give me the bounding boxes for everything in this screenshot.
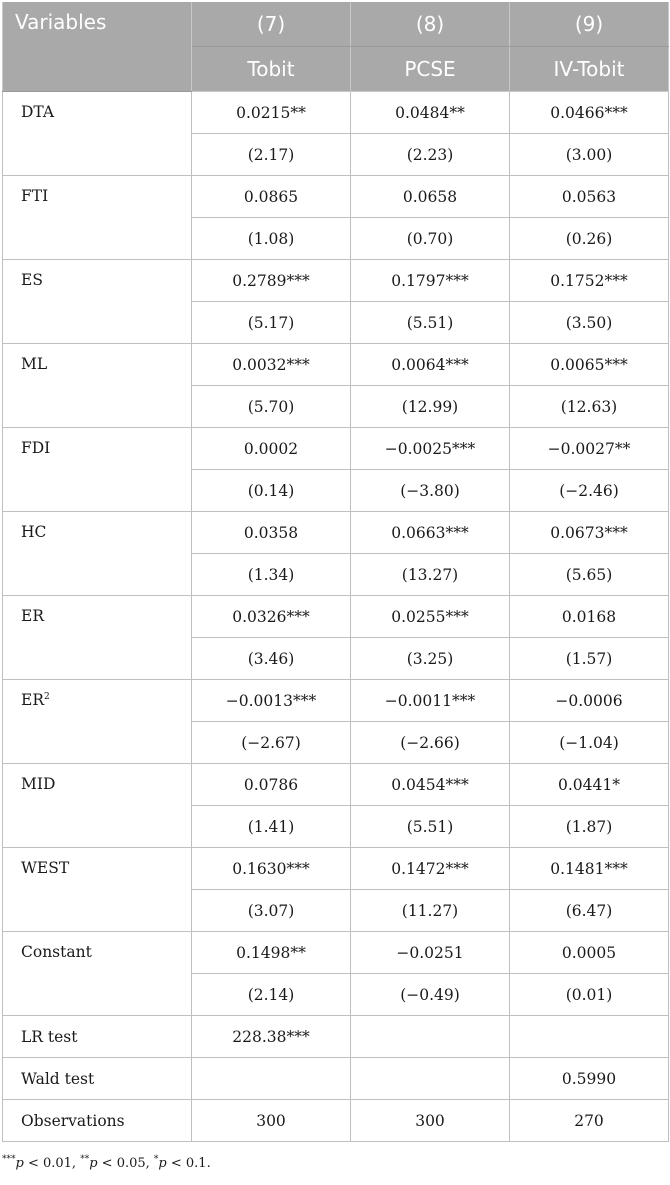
variable-name — [3, 428, 192, 512]
coefficient-cell: 0.0454*** — [351, 764, 510, 806]
coefficient-cell: 0.0064*** — [351, 344, 510, 386]
coefficient-row — [3, 764, 669, 806]
tstat-cell: (−0.49) — [351, 974, 510, 1016]
tstat-cell: (−2.46) — [510, 470, 669, 512]
tstat-cell: (0.26) — [510, 218, 669, 260]
footnote-threshold: < 0.1. — [166, 1156, 211, 1171]
coefficient-cell: 0.1481*** — [510, 848, 669, 890]
tstat-cell: (1.34) — [192, 554, 351, 596]
stat-value — [510, 1016, 669, 1058]
coefficient-cell: 0.0255*** — [351, 596, 510, 638]
tstat-cell: (0.70) — [351, 218, 510, 260]
stat-label: Wald test — [3, 1058, 192, 1100]
variable-label: ER — [21, 607, 44, 625]
variable-name — [3, 596, 192, 680]
tstat-cell: (3.00) — [510, 134, 669, 176]
coefficient-cell: 0.0326*** — [192, 596, 351, 638]
coefficient-cell: 0.1797*** — [351, 260, 510, 302]
tstat-cell: (12.99) — [351, 386, 510, 428]
variable-label: ML — [21, 355, 48, 373]
stat-value — [351, 1058, 510, 1100]
variable-name — [3, 512, 192, 596]
footnote-threshold: < 0.05, — [97, 1156, 154, 1171]
variable-label: FTI — [21, 187, 49, 205]
regression-table — [2, 2, 669, 1142]
stat-label: LR test — [3, 1016, 192, 1058]
tstat-cell: (1.87) — [510, 806, 669, 848]
tstat-cell: (2.23) — [351, 134, 510, 176]
coefficient-row — [3, 344, 669, 386]
coefficient-cell: −0.0027** — [510, 428, 669, 470]
coefficient-cell: 0.2789*** — [192, 260, 351, 302]
column-number-8: (8) — [351, 2, 510, 47]
variable-name — [3, 344, 192, 428]
variable-label: MID — [21, 775, 56, 793]
coefficient-row — [3, 260, 669, 302]
tstat-cell: (1.08) — [192, 218, 351, 260]
column-method-pcse: PCSE — [351, 47, 510, 92]
variable-name — [3, 92, 192, 176]
tstat-cell: (−2.66) — [351, 722, 510, 764]
footnote-star-2: ** — [80, 1154, 90, 1165]
coefficient-cell: 0.0065*** — [510, 344, 669, 386]
stat-row — [3, 1016, 669, 1058]
tstat-cell: (6.47) — [510, 890, 669, 932]
variable-name — [3, 680, 192, 764]
stat-value — [351, 1016, 510, 1058]
column-method-iv-tobit: IV-Tobit — [510, 47, 669, 92]
tstat-cell: (3.46) — [192, 638, 351, 680]
tstat-cell: (13.27) — [351, 554, 510, 596]
variable-label: DTA — [21, 103, 55, 121]
footnote-p: p — [89, 1156, 98, 1171]
stat-value: 300 — [351, 1100, 510, 1142]
column-number-9: (9) — [510, 2, 669, 47]
coefficient-cell: 0.0032*** — [192, 344, 351, 386]
variable-name — [3, 932, 192, 1016]
stat-value: 228.38*** — [192, 1016, 351, 1058]
variable-superscript: 2 — [44, 691, 50, 702]
tstat-cell: (5.51) — [351, 806, 510, 848]
footnote-star-1: * — [153, 1154, 159, 1165]
tstat-cell: (5.51) — [351, 302, 510, 344]
footnote-threshold: < 0.01, — [23, 1156, 81, 1171]
coefficient-cell: 0.0658 — [351, 176, 510, 218]
variable-name — [3, 764, 192, 848]
variable-label: Constant — [21, 943, 92, 961]
column-number-7: (7) — [192, 2, 351, 47]
footnote-p: p — [158, 1156, 167, 1171]
coefficient-row — [3, 932, 669, 974]
tstat-cell: (5.70) — [192, 386, 351, 428]
variable-name — [3, 848, 192, 932]
coefficient-row — [3, 512, 669, 554]
stat-row — [3, 1058, 669, 1100]
variable-label: FDI — [21, 439, 51, 457]
table-body — [3, 92, 669, 1142]
tstat-cell: (−1.04) — [510, 722, 669, 764]
variables-header: Variables — [3, 2, 192, 92]
coefficient-cell: 0.1472*** — [351, 848, 510, 890]
coefficient-row — [3, 848, 669, 890]
variable-label: HC — [21, 523, 47, 541]
tstat-cell: (−3.80) — [351, 470, 510, 512]
coefficient-cell: 0.1630*** — [192, 848, 351, 890]
tstat-cell: (1.41) — [192, 806, 351, 848]
coefficient-cell: −0.0011*** — [351, 680, 510, 722]
tstat-cell: (5.17) — [192, 302, 351, 344]
coefficient-cell: 0.0466*** — [510, 92, 669, 134]
significance-footnote — [2, 1156, 211, 1171]
coefficient-row — [3, 428, 669, 470]
tstat-cell: (0.01) — [510, 974, 669, 1016]
coefficient-cell: 0.1498** — [192, 932, 351, 974]
coefficient-cell: 0.0358 — [192, 512, 351, 554]
coefficient-cell: 0.0441* — [510, 764, 669, 806]
coefficient-cell: 0.0563 — [510, 176, 669, 218]
variable-name — [3, 260, 192, 344]
coefficient-cell: 0.0168 — [510, 596, 669, 638]
coefficient-cell: 0.0786 — [192, 764, 351, 806]
coefficient-cell: 0.0002 — [192, 428, 351, 470]
tstat-cell: (3.50) — [510, 302, 669, 344]
coefficient-cell: −0.0006 — [510, 680, 669, 722]
coefficient-cell: 0.0484** — [351, 92, 510, 134]
coefficient-cell: −0.0025*** — [351, 428, 510, 470]
coefficient-row — [3, 680, 669, 722]
coefficient-cell: 0.0673*** — [510, 512, 669, 554]
column-method-tobit: Tobit — [192, 47, 351, 92]
tstat-cell: (2.14) — [192, 974, 351, 1016]
coefficient-cell: 0.0865 — [192, 176, 351, 218]
coefficient-row — [3, 596, 669, 638]
coefficient-row — [3, 92, 669, 134]
variable-label: ES — [21, 271, 43, 289]
tstat-cell: (1.57) — [510, 638, 669, 680]
stat-value: 300 — [192, 1100, 351, 1142]
stat-row — [3, 1100, 669, 1142]
tstat-cell: (2.17) — [192, 134, 351, 176]
variable-label: WEST — [21, 859, 70, 877]
variable-name — [3, 176, 192, 260]
tstat-cell: (−2.67) — [192, 722, 351, 764]
table-header — [3, 2, 669, 92]
tstat-cell: (3.25) — [351, 638, 510, 680]
coefficient-cell: 0.0005 — [510, 932, 669, 974]
tstat-cell: (0.14) — [192, 470, 351, 512]
tstat-cell: (3.07) — [192, 890, 351, 932]
tstat-cell: (12.63) — [510, 386, 669, 428]
stat-value: 0.5990 — [510, 1058, 669, 1100]
tstat-cell: (11.27) — [351, 890, 510, 932]
stat-value — [192, 1058, 351, 1100]
tstat-cell: (5.65) — [510, 554, 669, 596]
coefficient-cell: −0.0013*** — [192, 680, 351, 722]
coefficient-cell: 0.0215** — [192, 92, 351, 134]
coefficient-cell: 0.0663*** — [351, 512, 510, 554]
coefficient-cell: −0.0251 — [351, 932, 510, 974]
coefficient-cell: 0.1752*** — [510, 260, 669, 302]
variable-label: ER — [21, 691, 44, 709]
stat-label: Observations — [3, 1100, 192, 1142]
stat-value: 270 — [510, 1100, 669, 1142]
coefficient-row — [3, 176, 669, 218]
footnote-star-3: *** — [2, 1154, 16, 1165]
footnote-p: p — [15, 1156, 24, 1171]
